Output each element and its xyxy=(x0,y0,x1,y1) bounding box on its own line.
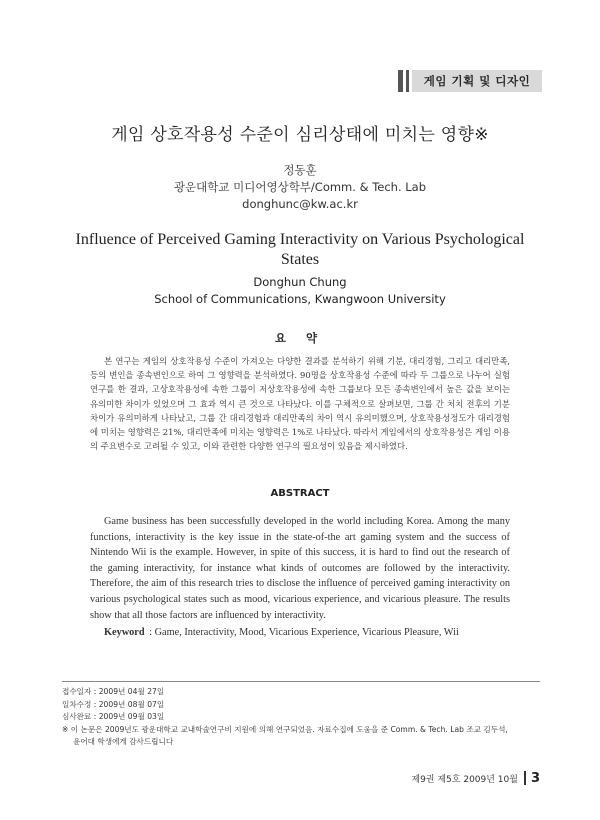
footnote-line-2: 윤어대 학생에게 감사드립니다 xyxy=(73,737,174,747)
accepted-date: 심사완료 : 2009년 09월 03일 xyxy=(62,712,165,722)
received-date: 접수일자 : 2009년 04월 27일 xyxy=(62,687,165,696)
notes-divider xyxy=(62,681,540,682)
page-number: 3 xyxy=(530,770,540,786)
english-author-affiliation: School of Communications, Kwangwoon University xyxy=(154,292,446,306)
revised-date: 일차수정 : 2009년 08월 07일 xyxy=(62,699,165,709)
author-affiliation: 광운대학교 미디어영상학부/Comm. & Tech. Lab xyxy=(173,180,427,194)
english-author-name: Donghun Chung xyxy=(253,275,347,289)
page-footer xyxy=(411,770,540,786)
english-author-block xyxy=(0,274,600,308)
english-title: Influence of Perceived Gaming Interactivity on Various Psychological States xyxy=(75,231,525,268)
author-block xyxy=(0,162,600,213)
publication-notes xyxy=(62,686,540,749)
summary-korean: 본 연구는 게임의 상호작용성 수준이 가져오는 다양한 결과를 분석하기 위해 기분, 대리경험, 그리고 대리만족, 등의 변인을 종속변인으로 하여 그 영향력을 분석하였다. 90명을 상호작용성 수준에 따라 두 그룹으로 나누어 실험연구를 한 결과, 고상호작용성에 속한 그룹이 저상호작용성에 속한 그룹보다 모든 종속변인에서 높은 값을 보이는 유의미한 차이가 있었으며 그 효과 역시 큰 것으로 나타났다. 이를 구체적으로 살펴보면, 그룹 간 처치 전후의 기분차이가 유의미하게 나타났고, 그룹 간 대리경험과 대리만족의 차이 역시 유의미했으며, 상호작용성정도가 대리경험에 미치는 영향력은 21%, 대리만족에 미치는 영향력은 1%로 나타났다. 따라서 게임에서의 상호작용성은 게임 이용의 주요변수로 고려될 수 있고, 이와 관련한 다양한 연구의 필요성이 있음을 제시하였다. xyxy=(90,356,510,452)
footer-divider xyxy=(524,771,526,785)
author-email: donghunc@kw.ac.kr xyxy=(242,197,358,211)
author-name: 정동훈 xyxy=(283,163,317,177)
section-tag-bars xyxy=(398,70,409,92)
section-tag xyxy=(398,70,542,92)
abstract-english: Game business has been successfully developed in the world including Korea. Among the many functions, interactivity is the key issue in the state-of-the art gaming system and the success of Nintendo Wii is the example. However, in spite of this success, it is hard to find out the research of the gaming interactivity, for instance what kinds of outcomes are followed by the interactivity. Therefore, the aim of this research tries to disclose the influence of perceived gaming interactivity on various psychological states such as mood, vicarious experience, and vicarious pleasure. The results show that all those factors are influenced by interactivity. xyxy=(90,516,510,621)
footnote-line-1: ※ 이 논문은 2009년도 광운대학교 교내학술연구비 지원에 의해 연구되었음. 자료수집에 도움을 준 Comm. & Tech. Lab 조교 김두석, xyxy=(62,724,508,734)
keywords-separator: : xyxy=(146,627,155,638)
keywords xyxy=(104,627,524,638)
keywords-label: Keyword xyxy=(104,627,145,638)
section-tag-label: 게임 기획 및 디자인 xyxy=(412,70,542,92)
paper-title: 게임 상호작용성 수준이 심리상태에 미치는 영향※ xyxy=(111,125,489,145)
summary-heading: 요 약 xyxy=(274,331,326,345)
journal-issue: 제9권 제5호 2009년 10월 xyxy=(411,774,518,785)
keywords-text: Game, Interactivity, Mood, Vicarious Experience, Vicarious Pleasure, Wii xyxy=(154,627,459,638)
abstract-heading: ABSTRACT xyxy=(270,488,330,499)
